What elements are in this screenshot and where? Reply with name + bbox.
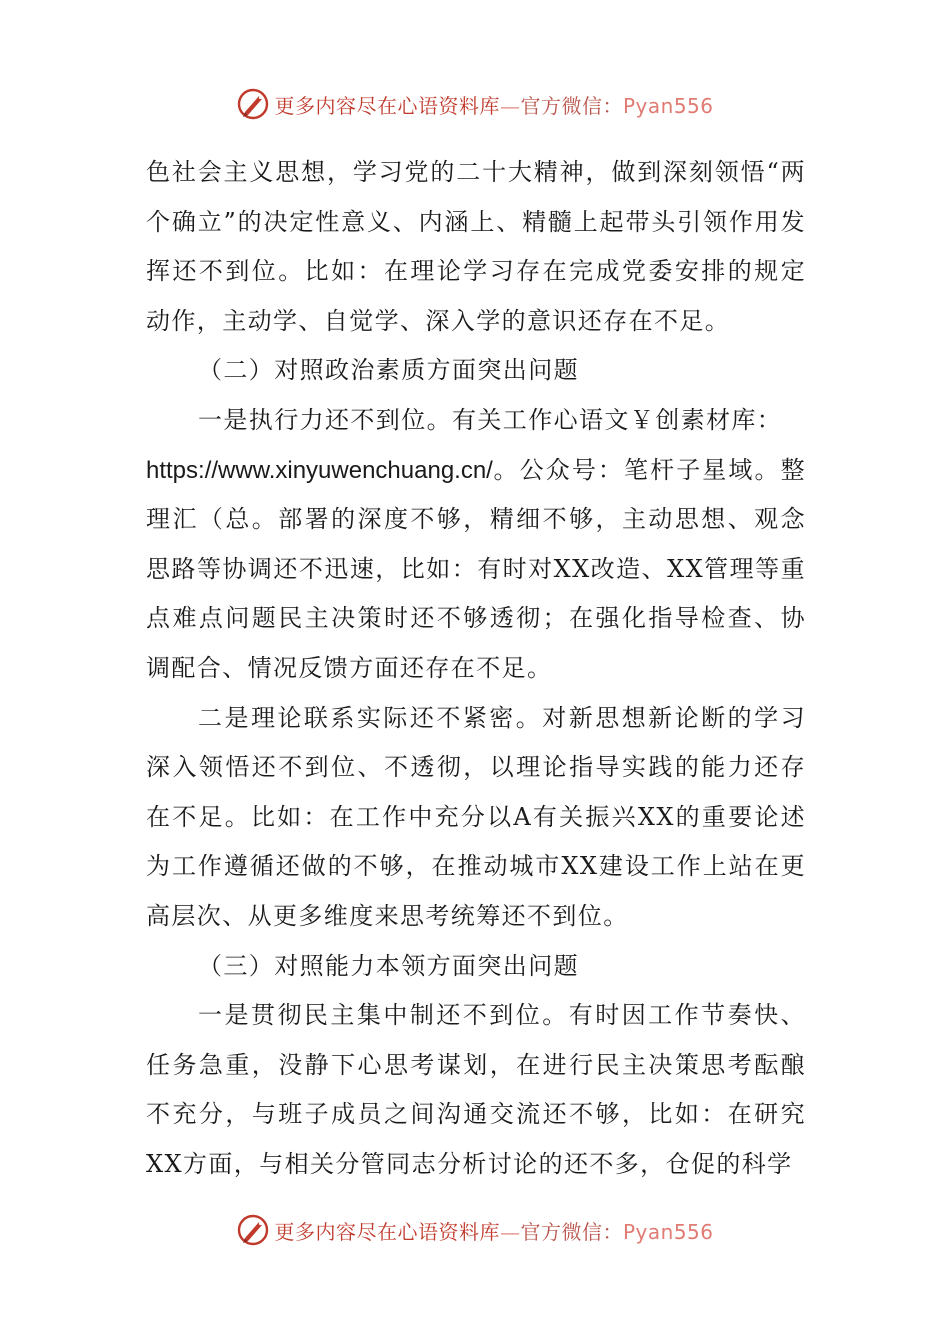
paragraph: 二是理论联系实际还不紧密。对新思想新论断的学习深入领悟还不到位、不透彻，以理论指导实践的能力还存在不足。比如：在工作中充分以A有关振兴XX的重要论述为工作遵循还做的不够，在推动城市XX建设工作上站在更高层次、从更多维度来思考统筹还不到位。	[146, 703, 806, 930]
watermark-title: 更多内容尽在心语资料库	[274, 93, 500, 118]
document-body	[146, 148, 806, 1189]
watermark-official: 官方微信：	[520, 1219, 623, 1244]
section-heading-2: （二）对照政治素质方面突出问题	[198, 356, 579, 385]
paragraph: 色社会主义思想，学习党的二十大精神，做到深刻领悟“两个确立”的决定性意义、内涵上、精髓上起带头引领作用发挥还不到位。比如：在理论学习存在完成党委安排的规定动作，主动学、自觉学、深入学的意识还存在不足。	[146, 158, 806, 335]
watermark-official: 官方微信：	[520, 93, 623, 118]
watermark-dash: —	[499, 1219, 521, 1244]
pen-logo-icon	[236, 87, 270, 121]
footer-watermark	[0, 1210, 950, 1250]
watermark-dash: —	[499, 93, 521, 118]
paragraph: 一是贯彻民主集中制还不到位。有时因工作节奏快、任务急重，没静下心思考谋划，在进行民主决策思考酝酿不充分，与班子成员之间沟通交流还不够，比如：在研究XX方面，与相关分管同志分析讨论的还不多，仓促的科学	[146, 1001, 806, 1178]
watermark-account: Pyan556	[622, 93, 714, 118]
header-watermark	[0, 84, 950, 124]
website-link[interactable]: https://www.xinyuwenchuang.cn/	[146, 456, 493, 484]
section-heading-3: （三）对照能力本领方面突出问题	[198, 951, 579, 980]
paragraph-text: 。公众号：笔杆子星域。整理汇（总。部署的深度不够，精细不够，主动思想、观念思路等协调还不迅速，比如：有时对XX改造、XX管理等重点难点问题民主决策时还不够透彻；在强化指导检查、协调配合、情况反馈方面还存在不足。	[146, 455, 806, 682]
watermark-account: Pyan556	[622, 1219, 714, 1244]
pen-logo-icon	[236, 1213, 270, 1247]
watermark-title: 更多内容尽在心语资料库	[274, 1219, 500, 1244]
paragraph: 一是执行力还不到位。有关工作心语文￥创素材库：	[198, 405, 783, 434]
paragraph	[146, 446, 806, 694]
